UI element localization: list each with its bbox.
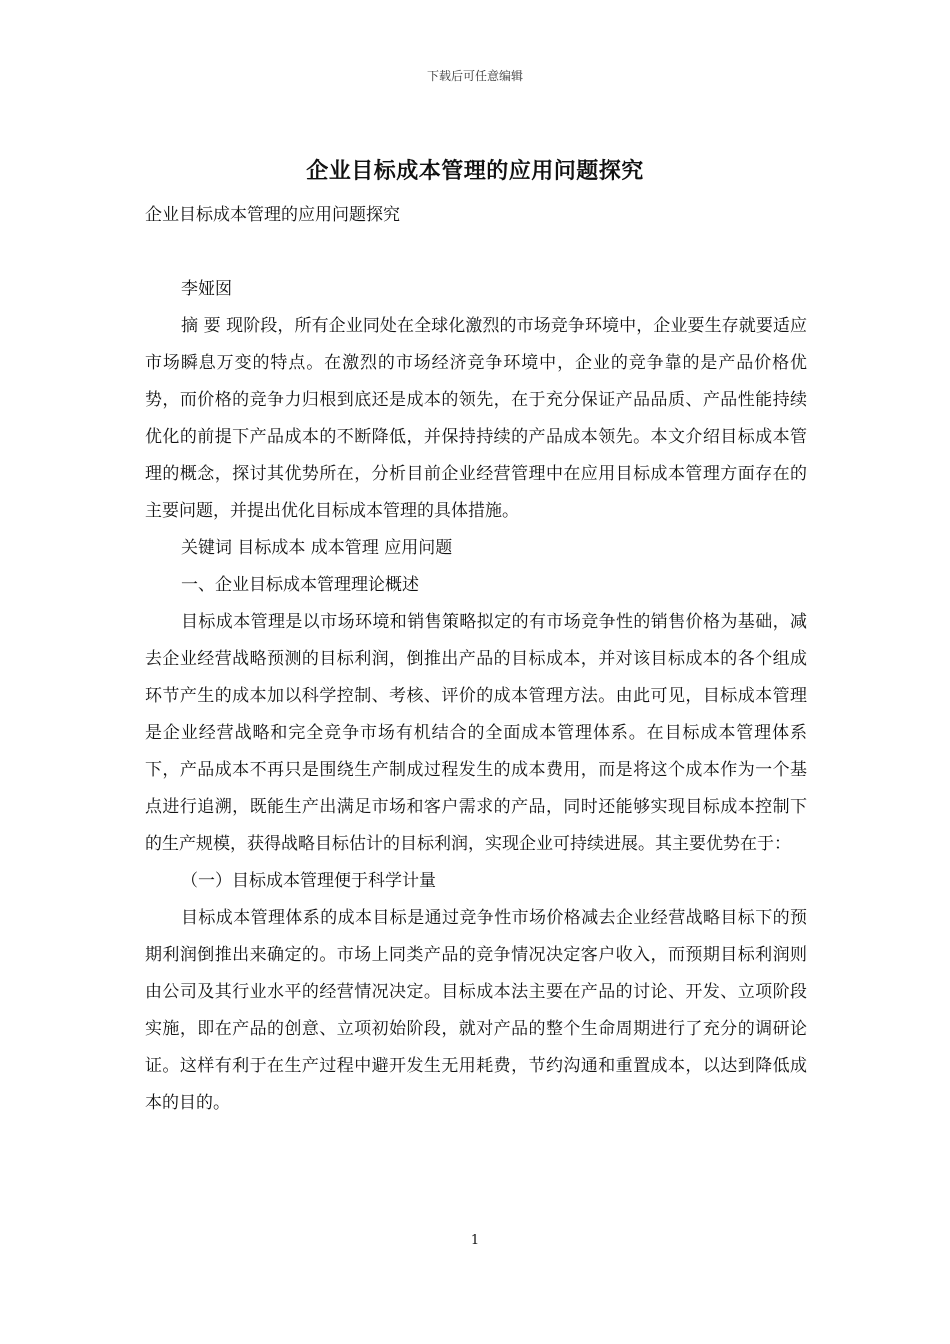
- body-paragraph: 目标成本管理是以市场环境和销售策略拟定的有市场竞争性的销售价格为基础，减去企业经营战略预测的目标利润，倒推出产品的目标成本，并对该目标成本的各个组成环节产生的成本加以科学控制、考核、评价的成本管理方法。由此可见，目标成本管理是企业经营战略和完全竞争市场有机结合的全面成本管理体系。在目标成本管理体系下，产品成本不再只是围绕生产制成过程发生的成本费用，而是将这个成本作为一个基点进行追溯，既能生产出满足市场和客户需求的产品，同时还能够实现目标成本控制下的生产规模，获得战略目标估计的目标利润，实现企业可持续进展。其主要优势在于：: [145, 612, 807, 854]
- keywords-line: 关键词 目标成本 成本管理 应用问题: [181, 538, 453, 558]
- section-heading: 一、企业目标成本管理理论概述: [181, 575, 419, 595]
- header-note: 下载后可任意编辑: [426, 69, 523, 83]
- document-body: [145, 197, 807, 1122]
- document-title: 企业目标成本管理的应用问题探究: [306, 159, 644, 184]
- document-subtitle: 企业目标成本管理的应用问题探究: [145, 205, 400, 225]
- abstract-paragraph: 摘 要 现阶段，所有企业同处在全球化激烈的市场竞争环境中，企业要生存就要适应市场瞬息万变的特点。在激烈的市场经济竞争环境中，企业的竞争靠的是产品价格优势，而价格的竞争力归根到底还是成本的领先，在于充分保证产品品质、产品性能持续优化的前提下产品成本的不断降低，并保持持续的产品成本领先。本文介绍目标成本管理的概念，探讨其优势所在，分析目前企业经营管理中在应用目标成本管理方面存在的主要问题，并提出优化目标成本管理的具体措施。: [145, 316, 807, 521]
- page-number: 1: [470, 1233, 480, 1248]
- body-paragraph: 目标成本管理体系的成本目标是通过竞争性市场价格减去企业经营战略目标下的预期利润倒推出来确定的。市场上同类产品的竞争情况决定客户收入，而预期目标利润则由公司及其行业水平的经营情况决定。目标成本法主要在产品的讨论、开发、立项阶段实施，即在产品的创意、立项初始阶段，就对产品的整个生命周期进行了充分的调研论证。这样有利于在生产过程中避开发生无用耗费，节约沟通和重置成本，以达到降低成本的目的。: [145, 908, 807, 1113]
- subsection-heading: （一）目标成本管理便于科学计量: [181, 871, 436, 891]
- author-name: 李娅囡: [181, 279, 232, 299]
